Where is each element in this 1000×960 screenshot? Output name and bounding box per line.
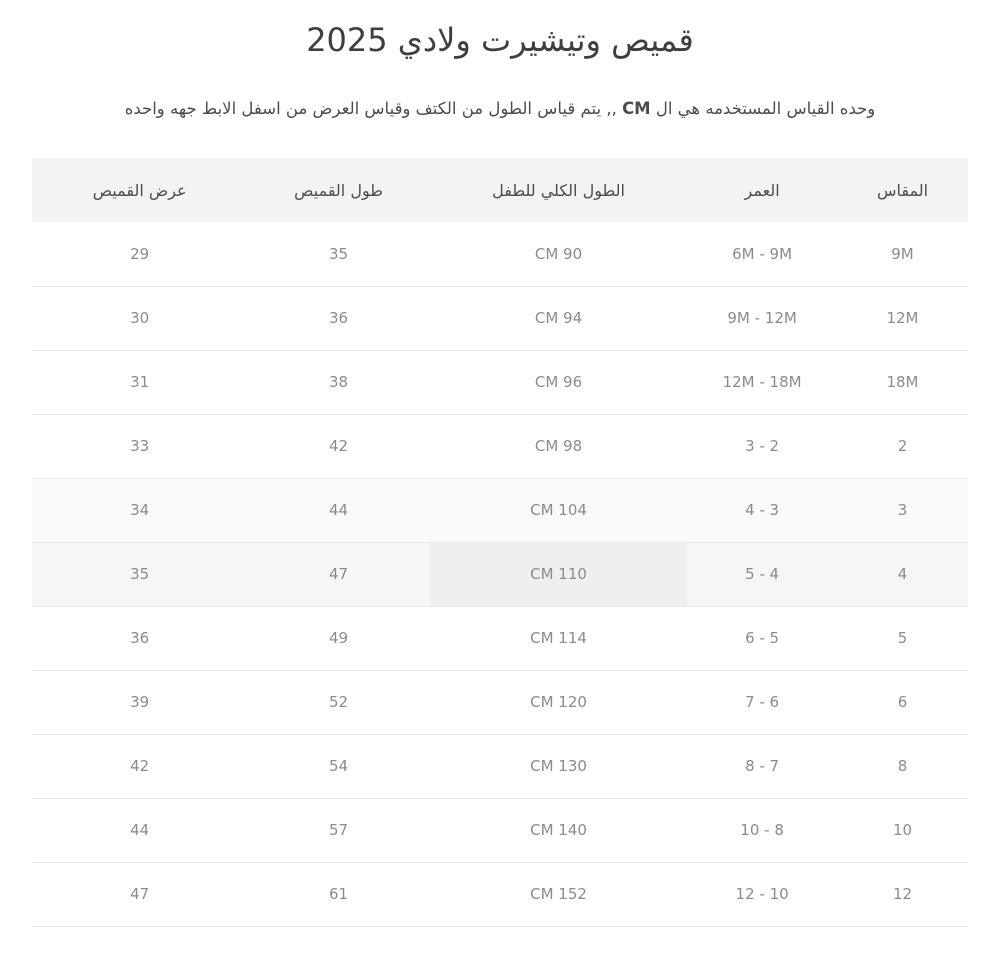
cell-size: 3 [837,478,968,542]
cell-shirt_length: 52 [247,670,430,734]
cell-age: 6M - 9M [687,222,837,286]
cell-shirt_length: 54 [247,734,430,798]
cell-shirt_length: 49 [247,606,430,670]
cell-age: 7 - 6 [687,670,837,734]
cell-age: 12M - 18M [687,350,837,414]
table-row [32,670,968,734]
cell-age: 8 - 7 [687,734,837,798]
cell-age: 9M - 12M [687,286,837,350]
cell-child_height: CM 140 [430,798,687,862]
cell-size: 12 [837,862,968,926]
cell-shirt_width: 39 [32,670,247,734]
cell-age: 5 - 4 [687,542,837,606]
cell-shirt_width: 33 [32,414,247,478]
subtitle-text-start: وحده القياس المستخدمه هي ال [655,99,876,118]
cell-size: 12M [837,286,968,350]
table-row [32,222,968,286]
page-title: قميص وتيشيرت ولادي 2025 [306,21,694,59]
table-row [32,862,968,926]
table-body [32,222,968,926]
cell-age: 6 - 5 [687,606,837,670]
table-header-row [32,158,968,222]
cell-size: 10 [837,798,968,862]
cell-child_height: CM 114 [430,606,687,670]
cell-child_height: CM 110 [430,542,687,606]
column-header-shirt_length: طول القميص [247,158,430,222]
column-header-size: المقاس [837,158,968,222]
size-chart-table [32,158,968,927]
subtitle-text-end: ,, يتم قياس الطول من الكتف وقياس العرض من اسفل الابط جهه واحده [124,99,617,118]
cell-size: 8 [837,734,968,798]
cell-child_height: CM 90 [430,222,687,286]
cell-child_height: CM 98 [430,414,687,478]
column-header-child_height: الطول الكلي للطفل [430,158,687,222]
cell-size: 2 [837,414,968,478]
cell-child_height: CM 104 [430,478,687,542]
cell-shirt_length: 61 [247,862,430,926]
cell-shirt_width: 35 [32,542,247,606]
cell-child_height: CM 96 [430,350,687,414]
cell-age: 12 - 10 [687,862,837,926]
table-row [32,350,968,414]
cell-age: 10 - 8 [687,798,837,862]
cell-shirt_length: 44 [247,478,430,542]
cell-size: 9M [837,222,968,286]
cell-shirt_length: 42 [247,414,430,478]
cell-size: 6 [837,670,968,734]
cell-shirt_width: 31 [32,350,247,414]
cell-shirt_width: 47 [32,862,247,926]
cell-size: 4 [837,542,968,606]
table-row [32,286,968,350]
cell-shirt_length: 35 [247,222,430,286]
cell-child_height: CM 152 [430,862,687,926]
cell-shirt_length: 36 [247,286,430,350]
table-row [32,798,968,862]
table-row [32,734,968,798]
column-header-shirt_width: عرض القميص [32,158,247,222]
cell-shirt_length: 38 [247,350,430,414]
cell-size: 18M [837,350,968,414]
table-row [32,478,968,542]
cell-age: 4 - 3 [687,478,837,542]
cell-shirt_width: 29 [32,222,247,286]
cell-child_height: CM 130 [430,734,687,798]
table-row [32,414,968,478]
page-subtitle [0,96,1000,122]
cell-size: 5 [837,606,968,670]
cell-shirt_width: 34 [32,478,247,542]
column-header-age: العمر [687,158,837,222]
table-row [32,542,968,606]
cell-shirt_width: 44 [32,798,247,862]
cell-shirt_width: 42 [32,734,247,798]
table-row [32,606,968,670]
table-header [32,158,968,222]
cell-shirt_length: 47 [247,542,430,606]
cell-child_height: CM 120 [430,670,687,734]
cell-shirt_width: 30 [32,286,247,350]
subtitle-unit: CM [622,99,651,118]
cell-age: 3 - 2 [687,414,837,478]
cell-child_height: CM 94 [430,286,687,350]
cell-shirt_width: 36 [32,606,247,670]
cell-shirt_length: 57 [247,798,430,862]
